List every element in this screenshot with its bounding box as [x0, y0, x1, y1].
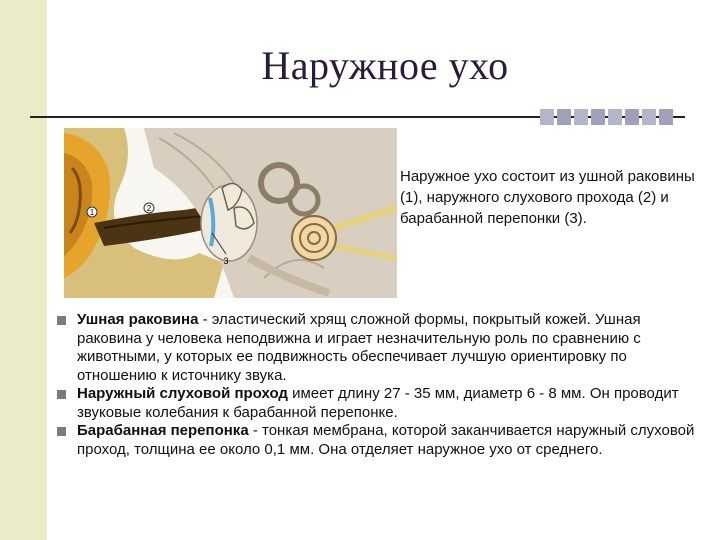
square-bullet-icon: [57, 316, 66, 325]
bullet-text: - эластический хрящ сложной формы, покрытый кожей. Ушная раковина у человека неподвижна и играет незначительную роль по сравнению с животными, у которых ее подвижность обеспечивает лучшую ориентировку по отношению к источнику звука.: [77, 311, 641, 384]
slide-title: Наружное ухо: [261, 43, 509, 88]
list-item: [54, 311, 704, 385]
list-item: [54, 385, 704, 422]
bullet-text: имеет длину 27 - 35 мм, диаметр 6 - 8 мм. Он проводит звуковые колебания к барабанной перепонке.: [77, 385, 679, 421]
figure-label-3: 3: [223, 256, 229, 266]
bullet-list: [54, 311, 704, 459]
figure-label-2: 2: [146, 204, 152, 213]
ear-anatomy-illustration: [64, 128, 397, 298]
bullet-text: - тонкая мембрана, которой заканчивается наружный слуховой проход, толщина ее около 0,1 мм. Она отделяет наружное ухо от среднего.: [77, 422, 695, 458]
underline-accent-blocks: [540, 109, 676, 125]
bullet-term: Ушная раковина: [77, 311, 199, 328]
bullet-term: Барабанная перепонка: [77, 422, 249, 439]
bullet-term: Наружный слуховой проход: [77, 385, 288, 402]
square-bullet-icon: [57, 427, 66, 436]
list-item: [54, 422, 704, 459]
square-bullet-icon: [57, 390, 66, 399]
left-decorative-stripe: [0, 0, 47, 540]
figure-label-1: 1: [89, 208, 95, 217]
figure-caption: Наружное ухо состоит из ушной раковины (1), наружного слухового прохода (2) и барабанной перепонки (3).: [400, 168, 695, 227]
